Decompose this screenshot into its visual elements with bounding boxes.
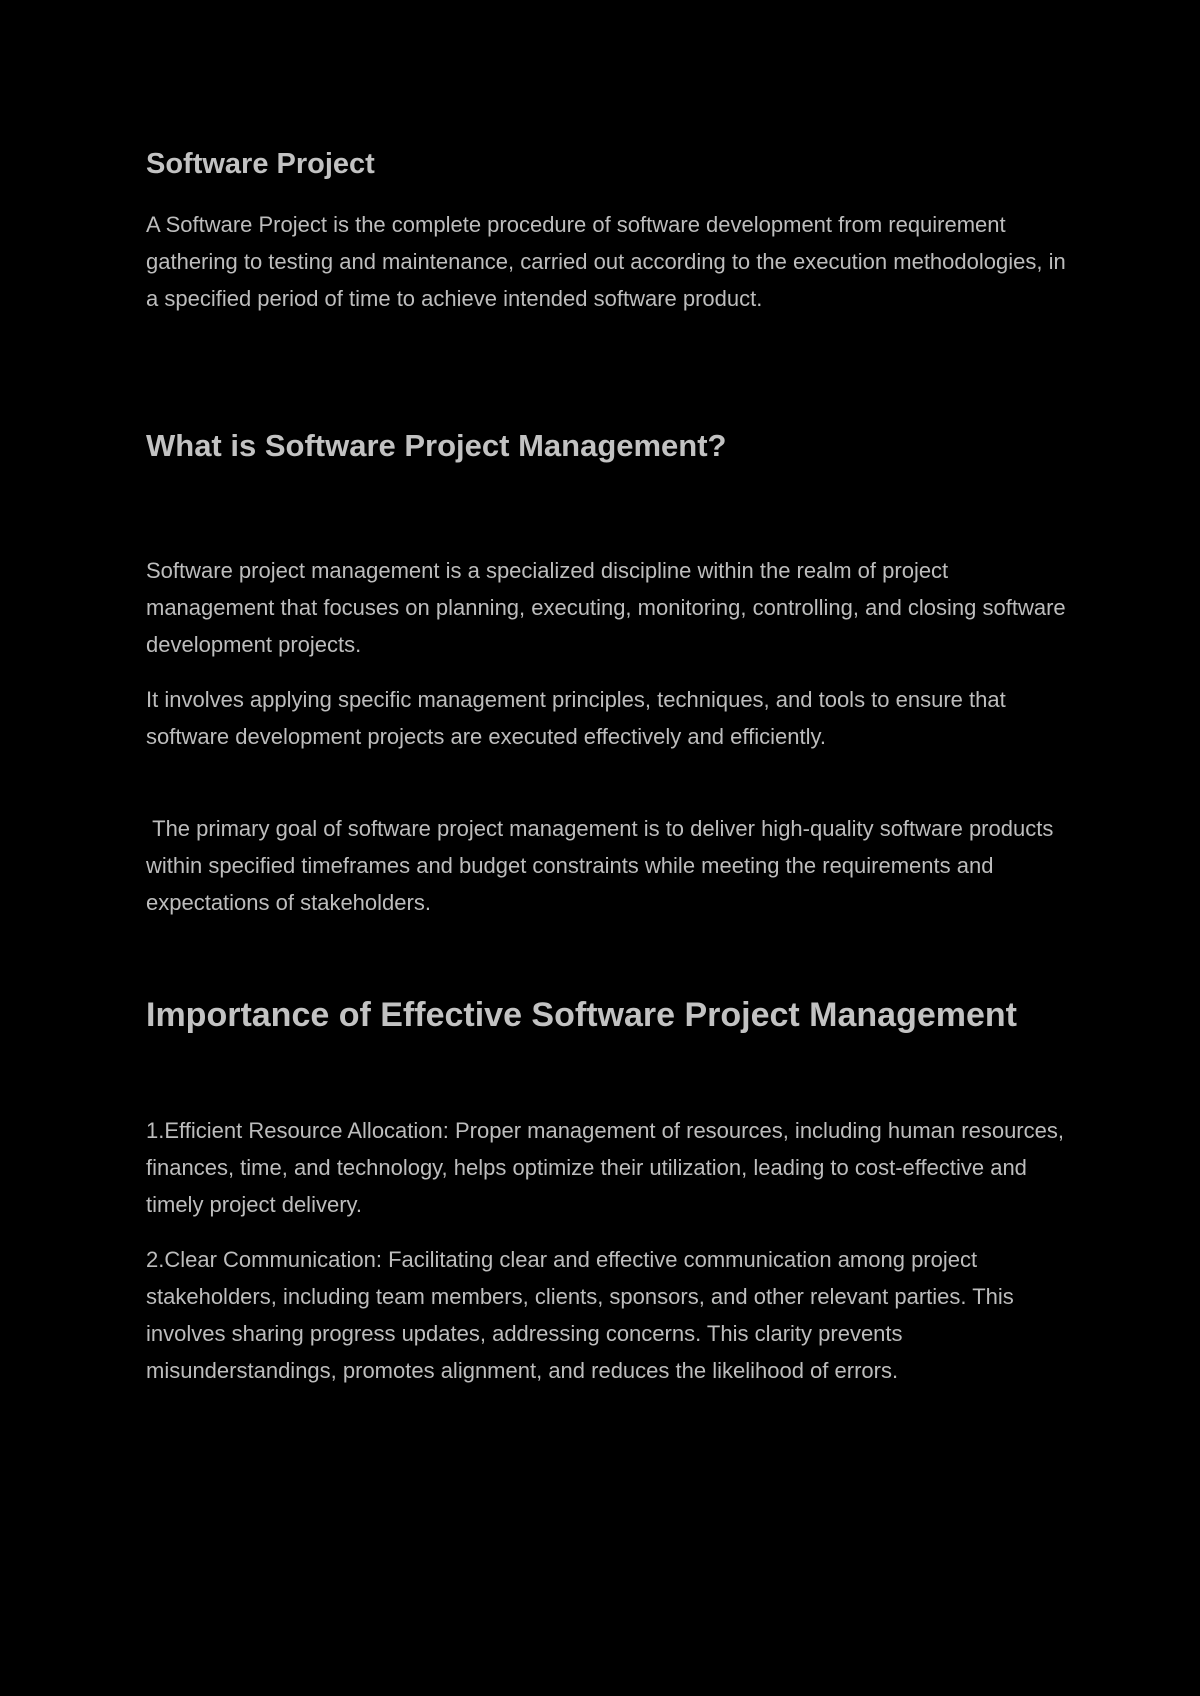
document-page xyxy=(146,0,1066,1696)
section-heading-what-is-spm: What is Software Project Management? xyxy=(146,428,727,463)
paragraph-spm-primary-goal: The primary goal of software project management is to deliver high-quality software products within specified timeframes and budget constraints while meeting the requirements and expectations of stakeholders. xyxy=(146,816,1060,915)
paragraph-spm-involves: It involves applying specific management principles, techniques, and tools to ensure that software development projects are executed effectively and efficiently. xyxy=(146,687,1006,749)
section-heading-software-project: Software Project xyxy=(146,148,375,180)
section-heading-importance: Importance of Effective Software Project Management xyxy=(146,996,1017,1034)
paragraph-spm-definition: Software project management is a specialized discipline within the realm of project management that focuses on planning, executing, monitoring, controlling, and closing software development projects. xyxy=(146,558,1066,657)
paragraph-software-project-definition: A Software Project is the complete procedure of software development from requirement gathering to testing and maintenance, carried out according to the execution methodologies, in a specified period of time to achieve intended software product. xyxy=(146,212,1066,311)
list-item-resource-allocation: 1.Efficient Resource Allocation: Proper management of resources, including human resources, finances, time, and technology, helps optimize their utilization, leading to cost-effective and timely project delivery. xyxy=(146,1118,1064,1217)
list-item-clear-communication: 2.Clear Communication: Facilitating clear and effective communication among project stakeholders, including team members, clients, sponsors, and other relevant parties. This involves sharing progress updates, addressing concerns. This clarity prevents misunderstandings, promotes alignment, and reduces the likelihood of errors. xyxy=(146,1247,1014,1383)
